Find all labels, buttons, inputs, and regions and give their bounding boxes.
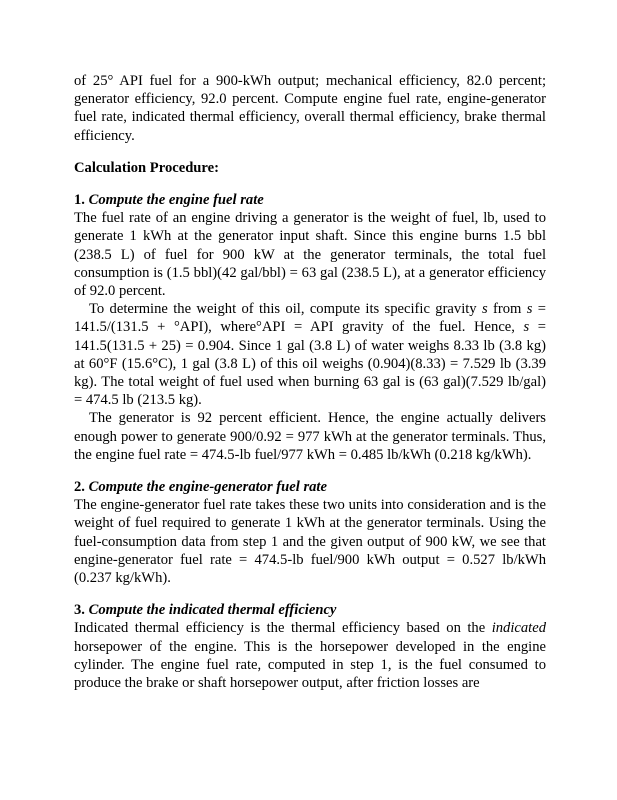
procedure-heading: Calculation Procedure: [74, 159, 219, 176]
step3-heading [74, 601, 546, 619]
step2-number: 2. [74, 479, 85, 496]
step1-heading [74, 191, 546, 209]
step2-title: Compute the engine-generator fuel rate [88, 479, 327, 496]
step3-title: Compute the indicated thermal efficiency [88, 602, 337, 619]
step1-paragraph-3: The generator is 92 percent efficient. Hence, the engine actually delivers enough power to generate 900/0.92 = 977 kWh at the generator terminals. Thus, the engine fuel rate = 474.5-lb fuel/977 kWh = 0.485 lb/kWh (0.218 kg/kWh). [74, 410, 546, 463]
step2-heading [74, 478, 546, 496]
step1-number: 1. [74, 192, 85, 209]
document-page [74, 72, 546, 692]
step3-paragraph-1: Indicated thermal efficiency is the thermal efficiency based on the indicated horsepower of the engine. This is the horsepower developed in the engine cylinder. The engine fuel rate, computed in step 1, is the fuel consumed to produce the brake or shaft horsepower output, after friction losses are [74, 620, 546, 692]
step1-paragraph-2: To determine the weight of this oil, compute its specific gravity s from s = 141.5/(131.5 + °API), where°API = API gravity of the fuel. Hence, s = 141.5(131.5 + 25) = 0.904. Since 1 gal (3.8 L) of water weighs 8.33 lb (3.8 kg) at 60°F (15.6°C), 1 gal (3.8 L) of this oil weighs (0.904)(8.33) = 7.529 lb (3.39 kg). The total weight of fuel used when burning 63 gal is (63 gal)(7.529 lb/gal) = 474.5 lb (213.5 kg). [74, 301, 546, 409]
intro-paragraph: of 25° API fuel for a 900-kWh output; mechanical efficiency, 82.0 percent; generator efficiency, 92.0 percent. Compute engine fuel rate, engine-generator fuel rate, indicated thermal efficiency, overall thermal efficiency, brake thermal efficiency. [74, 73, 546, 144]
step1-paragraph-1: The fuel rate of an engine driving a generator is the weight of fuel, lb, used to generate 1 kWh at the generator input shaft. Since this engine burns 1.5 bbl (238.5 L) of fuel for 900 kW at the generator terminals, the total fuel consumption is (1.5 bbl)(42 gal/bbl) = 63 gal (238.5 L), at a generator efficiency of 92.0 percent. [74, 210, 546, 300]
step2-paragraph-1: The engine-generator fuel rate takes these two units into consideration and is the weight of fuel required to generate 1 kWh at the generator terminals. Using the fuel-consumption data from step 1 and the given output of 900 kW, we see that engine-generator fuel rate = 474.5-lb fuel/900 kWh output = 0.527 lb/kWh (0.237 kg/kWh). [74, 497, 546, 587]
step3-number: 3. [74, 602, 85, 619]
step1-title: Compute the engine fuel rate [88, 192, 264, 209]
